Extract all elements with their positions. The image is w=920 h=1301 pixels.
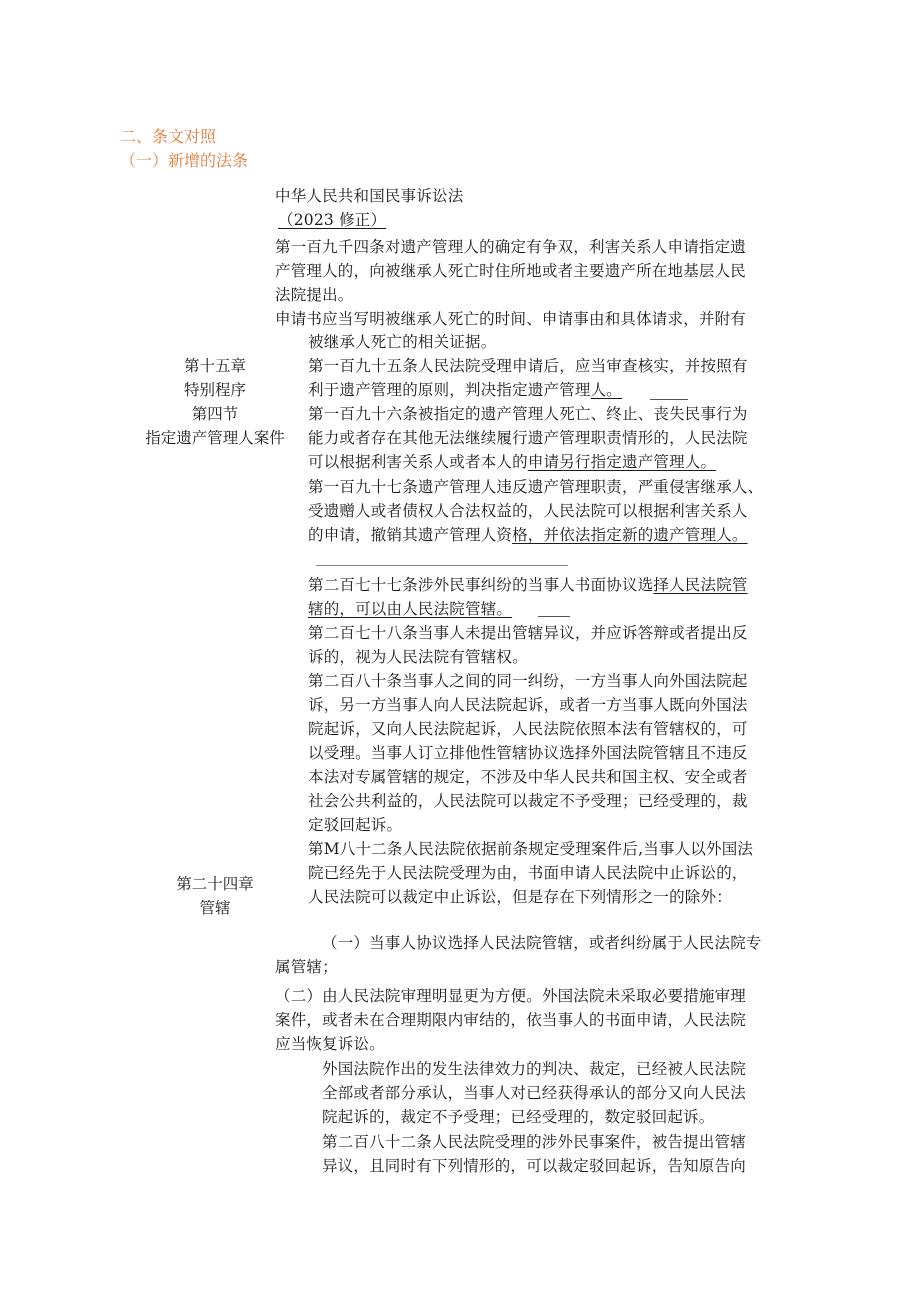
foreign-judgment-line: 外国法院作出的发生法律效力的判决、裁定，已经被人民法院	[322, 1060, 746, 1078]
item-2-line: 应当恢复诉讼。	[275, 1035, 385, 1053]
item-2-line: 案件，或者未在合理期限内审结的，依当事人的书面申请，人民法院	[275, 1011, 747, 1029]
article-278-line: 第二百七十八条当事人未提出管辖异议，并应诉答辩或者提出反	[308, 624, 748, 642]
article-280-line: 定驳回起诉。	[308, 816, 403, 834]
underline-rule	[650, 399, 688, 400]
foreign-judgment-line: 全部或者部分承认，当事人对已经获得承认的部分又向人民法	[322, 1084, 746, 1102]
chapter-24-label: 第二十四章 管辖	[176, 875, 254, 917]
article-280-line: 第二百八十条当事人之间的同一纠纷，一方当事人向外国法院起	[308, 672, 748, 690]
law-title: 中华人民共和国民事诉讼法	[275, 187, 464, 205]
article-194-para-line: 申请书应当写明被继承人死亡的时间、申请事由和具体请求，并附有	[275, 310, 747, 328]
section-divider	[316, 565, 568, 566]
article-280-line: 院起诉，又向人民法院起诉，人民法院依照本法有管辖权的，可	[308, 720, 748, 738]
section-heading: 二、条文对照	[120, 127, 217, 146]
article-280-line: 社会公共利益的，人民法院可以裁定不予受理；已经受理的，裁	[308, 792, 748, 810]
article-282-line: 异议，且同时有下列情形的，可以裁定驳回起诉，告知原告向	[322, 1157, 746, 1175]
chapter-15-label: 第十五章 特别程序 第四节 指定遗产管理人案件	[145, 357, 285, 447]
item-2-line: （二）由人民法院审理明显更为方便。外国法院未采取必要措施审理	[275, 987, 747, 1005]
article-280-line: 本法对专属管辖的规定，不涉及中华人民共和国主权、安全或者	[308, 768, 748, 786]
law-edition: （2023 修正）	[278, 211, 387, 229]
article-280-line: 以受理。当事人订立排他性管辖协议选择外国法院管辖且不违反	[308, 744, 748, 762]
subsection-heading: （一）新增的法条	[120, 151, 249, 170]
article-277-line: 辖的，可以由人民法院管辖。	[308, 600, 513, 618]
article-195-line: 利于遗产管理的原则，判决指定遗产管理人。	[308, 381, 623, 399]
article-281-line: 第M八十二条人民法院依据前条规定受理案件后,当事人以外国法	[308, 840, 754, 858]
article-280-line: 诉，另一方当事人向人民法院起诉，或者一方当事人既向外国法	[308, 696, 748, 714]
article-281-line: 院已经先于人民法院受理为由，书面申请人民法院中止诉讼的，	[308, 864, 748, 882]
item-1-line: （一）当事人协议选择人民法院管辖，或者纠纷属于人民法院专	[322, 934, 762, 952]
article-194-line: 产管理人的，向被继承人死亡时住所地或者主要遗产所在地基层人民	[275, 262, 747, 280]
article-278-line: 诉的，视为人民法院有管辖权。	[308, 648, 528, 666]
article-194-para-line: 被继承人死亡的相关证据。	[308, 333, 497, 351]
foreign-judgment-line: 院起诉的，裁定不予受理；已经受理的，数定驳回起诉。	[322, 1108, 715, 1126]
underline-rule	[538, 616, 570, 617]
article-194-line: 法院提出。	[275, 286, 354, 304]
article-197-line: 的申请，撤销其遗产管理人资格，并依法指定新的遗产管理人。	[308, 526, 748, 544]
article-196-line: 第一百九十六条被指定的遗产管理人死亡、终止、丧失民事行为	[308, 405, 748, 423]
article-282-line: 第二百八十二条人民法院受理的涉外民事案件，被告提出管辖	[322, 1133, 746, 1151]
article-277-line: 第二百七十七条涉外民事纠纷的当事人书面协议选择人民法院管	[308, 576, 748, 594]
article-194-line: 第一百九千四条对遗产管理人的确定有争双，利害关系人申请指定遗	[275, 238, 747, 256]
article-281-line: 人民法院可以裁定中止诉讼，但是存在下列情形之一的除外：	[308, 888, 732, 906]
article-197-line: 第一百九十七条遗产管理人违反遗产管理职责，严重侵害继承人、	[308, 478, 764, 496]
article-196-line: 能力或者存在其他无法继续履行遗产管理职责情形的，人民法院	[308, 429, 748, 447]
article-197-line: 受遗赠人或者债权人合法权益的，人民法院可以根据利害关系人	[308, 502, 748, 520]
article-195-line: 第一百九十五条人民法院受理申请后，应当审查核实，并按照有	[308, 357, 748, 375]
article-196-line: 可以根据利害关系人或者本人的申请另行指定遗产管理人。	[308, 453, 717, 471]
item-1-line: 属管辖；	[275, 958, 338, 976]
